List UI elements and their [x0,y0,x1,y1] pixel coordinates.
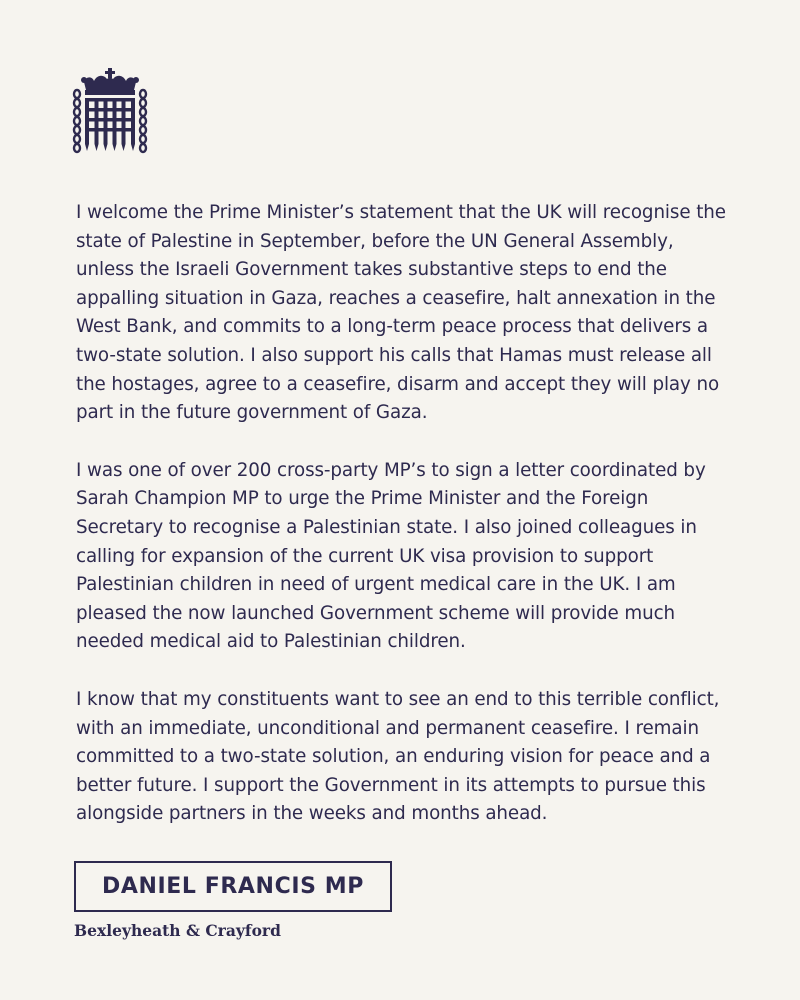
portcullis-icon [72,68,148,156]
statement-paragraph-1: I welcome the Prime Minister’s statement that the UK will recognise the state of Palestine in September, before the UN General Assembly, unless the Israeli Government takes substantive steps to end the appalling situation in Gaza, reaches a ceasefire, halt annexation in the West Bank, and commits to a long-term peace process that delivers a two-state solution. I also support his calls that Hamas must release all the hostages, agree to a ceasefire, disarm and accept they will play no part in the future government of Gaza. [76,202,726,424]
mp-name: DANIEL FRANCIS MP [101,874,365,899]
statement-paragraph-3: I know that my constituents want to see an end to this terrible conflict, with an immediate, unconditional and permanent ceasefire. I remain committed to a two-state solution, an enduring vision for peace and a better future. I support the Government in its attempts to pursue this alongside partners in the weeks and months ahead. [76,688,720,825]
constituency-name: Bexleyheath & Crayford [74,921,281,940]
statement-paragraph-2: I was one of over 200 cross-party MP’s to sign a letter coordinated by Sarah Champion MP to urge the Prime Minister and the Foreign Secretary to recognise a Palestinian state. I also joined colleagues in calling for expansion of the current UK visa provision to support Palestinian children in need of urgent medical care in the UK. I am pleased the now launched Government scheme will provide much needed medical aid to Palestinian children. [76,459,706,653]
statement-body [76,199,736,858]
mp-name-badge [74,861,392,912]
